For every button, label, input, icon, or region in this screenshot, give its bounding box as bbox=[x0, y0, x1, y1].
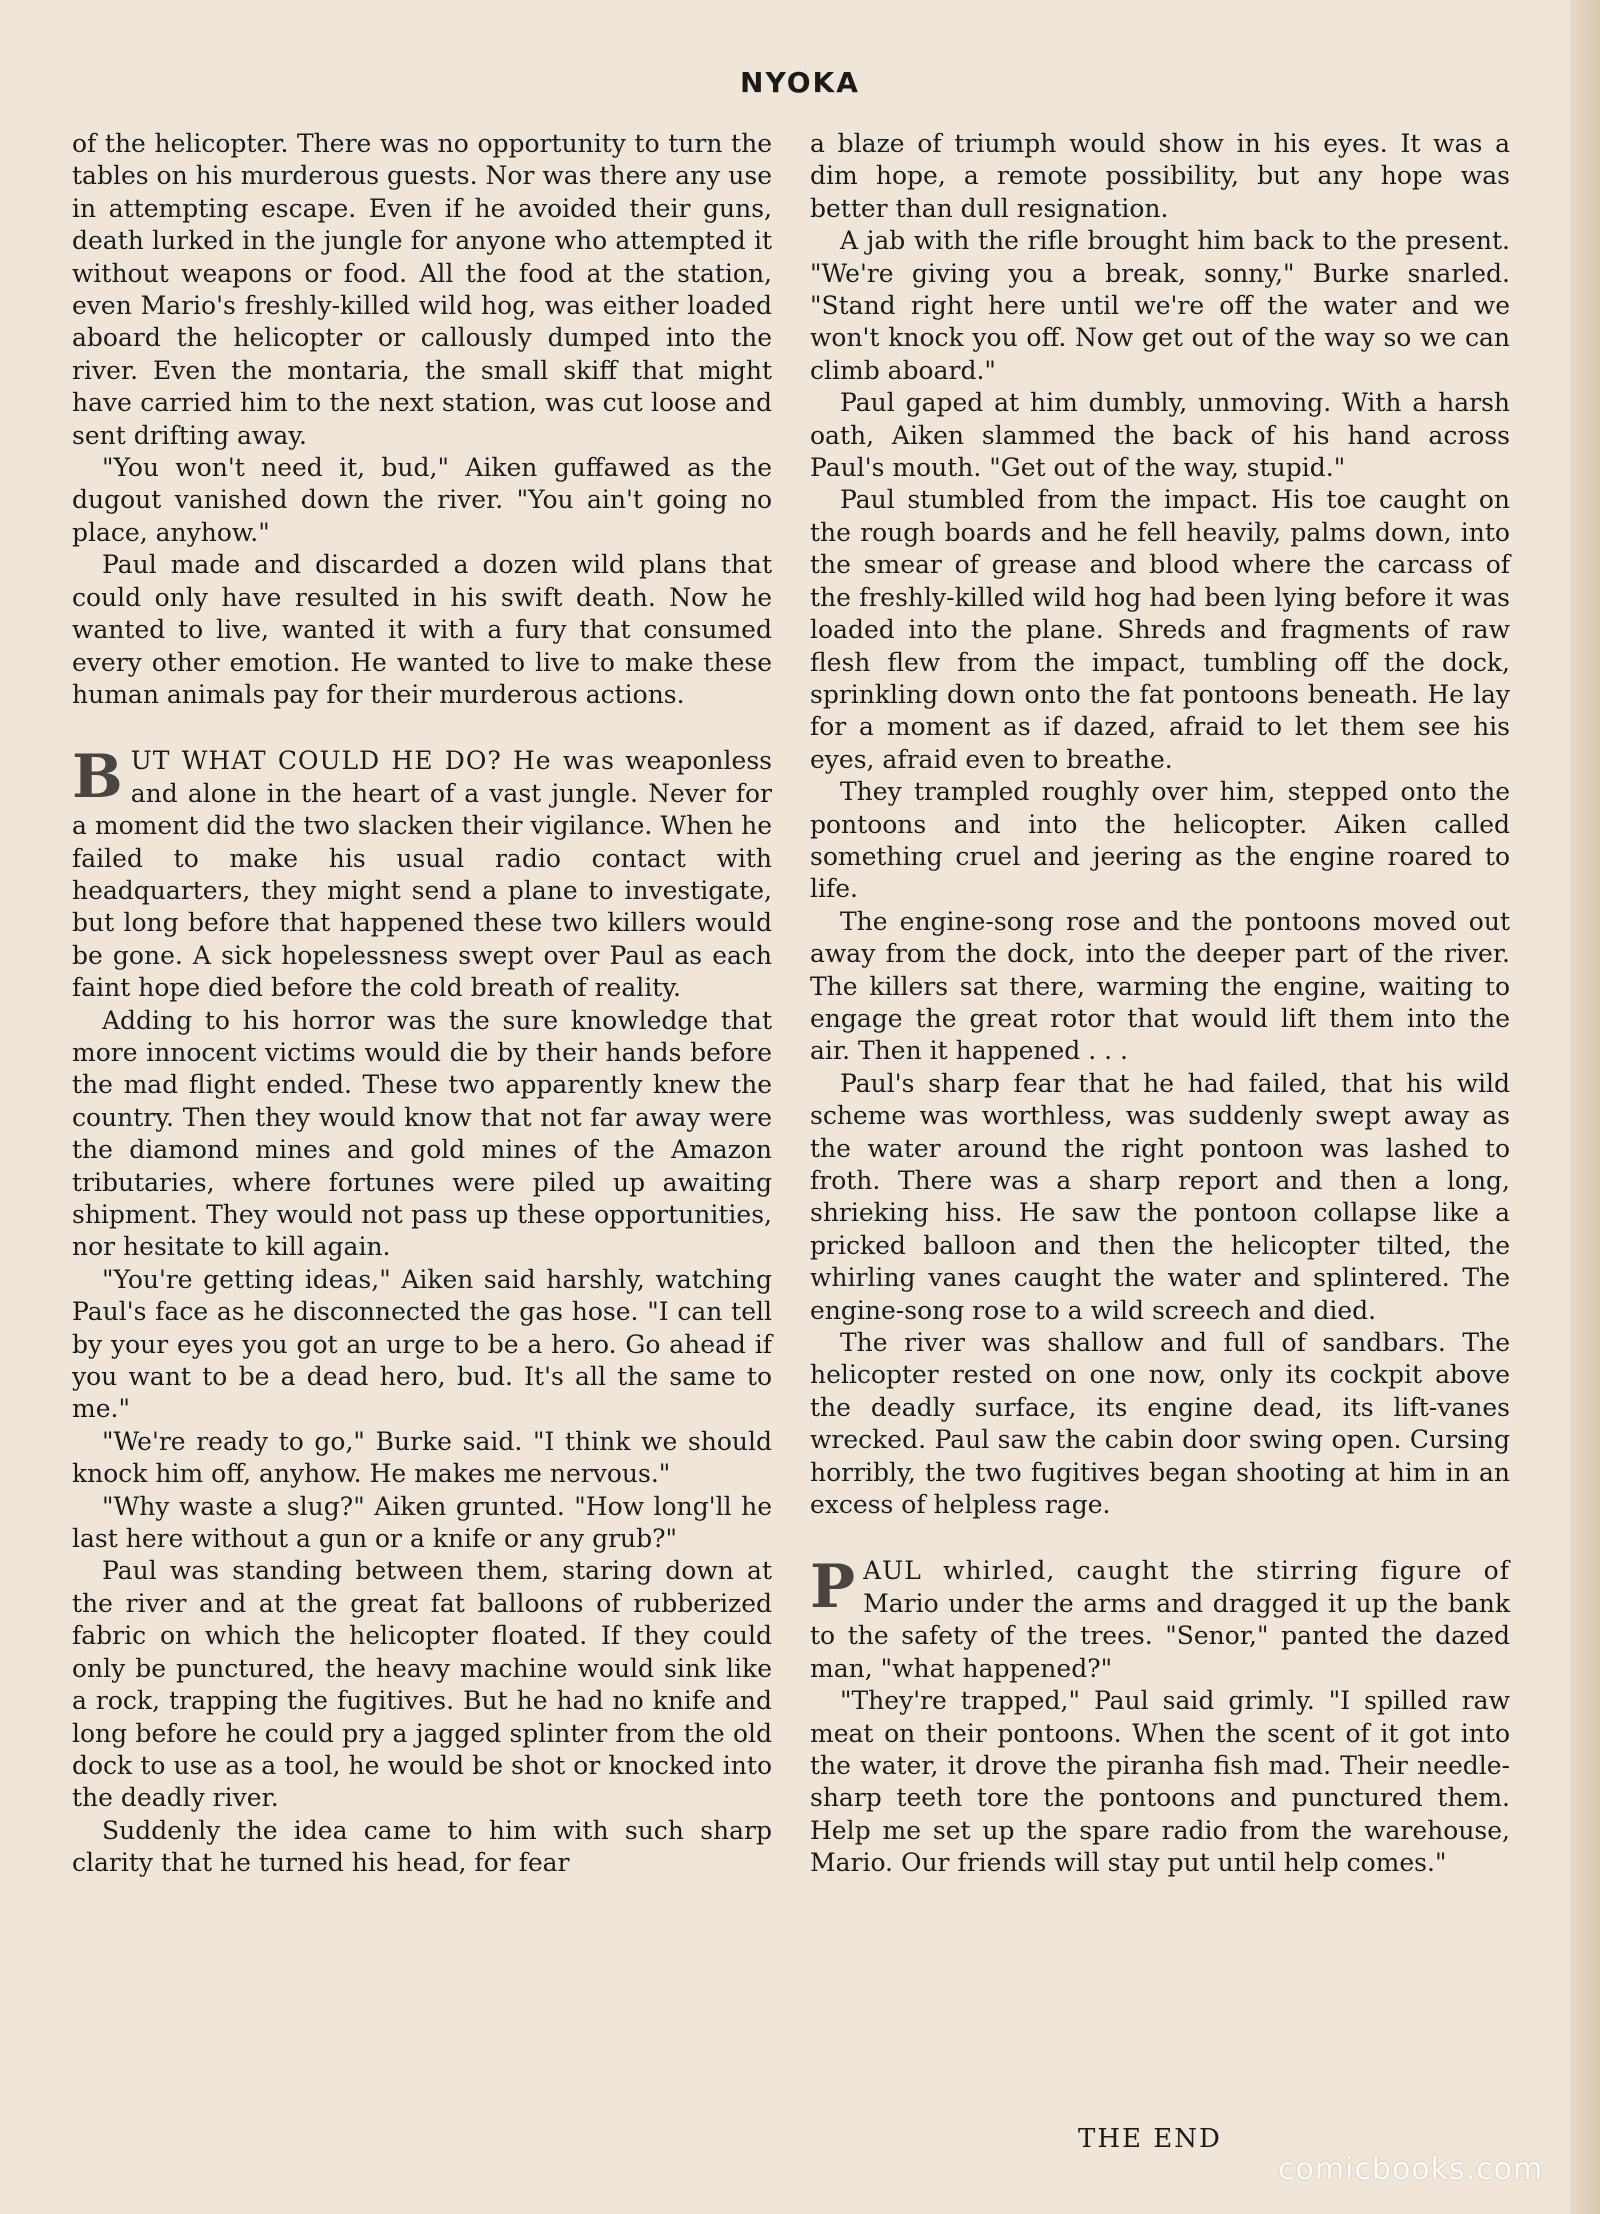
page-edge bbox=[1570, 0, 1600, 2214]
paragraph: "We're ready to go," Burke said. "I think we should knock him off, anyhow. He makes me nervous." bbox=[72, 1426, 772, 1489]
paragraph-text: Mario under the arms and dragged it up the bank to the safety of the trees. "Senor," panted the dazed man, "what happened?" bbox=[810, 1588, 1510, 1683]
the-end-label: THE END bbox=[1078, 2124, 1222, 2154]
drop-cap: P bbox=[810, 1552, 856, 1623]
paragraph: A jab with the rifle brought him back to the present. "We're giving you a break, sonny," Burke snarled. "Stand right here until we're off the water and we won't knock you off. Now get out of the way so we can climb aboard." bbox=[810, 226, 1510, 385]
paragraph: They trampled roughly over him, stepped onto the pontoons and into the helicopter. Aiken called something cruel and jeering as the engine roared to life. bbox=[810, 777, 1510, 904]
right-column bbox=[810, 128, 1510, 1880]
section-paragraph bbox=[72, 742, 772, 1004]
paragraph: The river was shallow and full of sandbars. The helicopter rested on one now, only its cockpit above the deadly surface, its engine dead, its lift-vanes wrecked. Paul saw the cabin door swing open. Cursing horribly, the two fugitives began shooting at him in an excess of helpless rage. bbox=[810, 1328, 1510, 1520]
paragraph: Paul made and discarded a dozen wild plans that could only have resulted in his swift death. Now he wanted to live, wanted it with a fury that consumed every other emotion. He wanted to live to make these human animals pay for their murderous actions. bbox=[72, 550, 772, 709]
page-title: NYOKA bbox=[740, 66, 860, 99]
paragraph: Paul's sharp fear that he had failed, that his wild scheme was worthless, was suddenly swept away as the water around the right pontoon was lashed to froth. There was a sharp report and then a long, shrieking hiss. He saw the pontoon collapse like a pricked balloon and then the helicopter tilted, the whirling vanes caught the water and splintered. The engine-song rose to a wild screech and died. bbox=[810, 1068, 1510, 1325]
left-column bbox=[72, 128, 772, 1880]
paragraph: Paul was standing between them, staring down at the river and at the great fat balloons of rubberized fabric on which the helicopter floated. If they could only be punctured, the heavy machine would sink like a rock, trapping the fugitives. But he had no knife and long before he could pry a jagged splinter from the old dock to use as a tool, he would be shot or knocked into the deadly river. bbox=[72, 1556, 772, 1813]
paragraph: "You're getting ideas," Aiken said harshly, watching Paul's face as he disconnected the gas hose. "I can tell by your eyes you got an urge to be a hero. Go ahead if you want to be a dead hero, bud. It's all the same to me." bbox=[72, 1264, 772, 1424]
paragraph: "Why waste a slug?" Aiken grunted. "How long'll he last here without a gun or a knife or any grub?" bbox=[72, 1491, 772, 1554]
paragraph: Paul gaped at him dumbly, unmoving. With a harsh oath, Aiken slammed the back of his hand across Paul's mouth. "Get out of the way, stupid." bbox=[810, 388, 1510, 483]
section-lead: AUL whirled, caught the stirring figure of bbox=[863, 1556, 1510, 1586]
paragraph: of the helicopter. There was no opportunity to turn the tables on his murderous guests. Nor was there any use in attempting escape. Even if he avoided their guns, death lurked in the jungle for anyone who attempted it without weapons or food. All the food at the station, even Mario's freshly-killed wild hog, was either loaded aboard the helicopter or callously dumped into the river. Even the montaria, the small skiff that might have carried him to the next station, was cut loose and sent drifting away. bbox=[72, 129, 772, 450]
paragraph: a blaze of triumph would show in his eyes. It was a dim hope, a remote possibility, but any hope was better than dull resignation. bbox=[810, 129, 1510, 223]
watermark: comicbooks.com bbox=[1278, 2152, 1544, 2187]
paragraph: "They're trapped," Paul said grimly. "I spilled raw meat on their pontoons. When the scent of it got into the water, it drove the piranha fish mad. Their needle-sharp teeth tore the pontoons and punctured them. Help me set up the spare radio from the warehouse, Mario. Our friends will stay put until help comes." bbox=[810, 1686, 1510, 1878]
drop-cap: B bbox=[72, 742, 123, 813]
section-lead: UT WHAT COULD HE DO? He was bbox=[130, 746, 615, 776]
paragraph: Suddenly the idea came to him with such sharp clarity that he turned his head, for fear bbox=[72, 1815, 772, 1878]
paragraph: Adding to his horror was the sure knowledge that more innocent victims would die by their hands before the mad flight ended. These two apparently knew the country. Then they would know that not far away were the diamond mines and gold mines of the Amazon tributaries, where fortunes were piled up awaiting shipment. They would not pass up these opportunities, nor hesitate to kill again. bbox=[72, 1005, 772, 1262]
section-paragraph bbox=[810, 1552, 1510, 1685]
paragraph-text: weaponless and alone in the heart of a vast jungle. Never for a moment did the two slacken their vigilance. When he failed to make his usual radio contact with headquarters, they might send a plane to investigate, but long before that happened these two killers would be gone. A sick hopelessness swept over Paul as each faint hope died before the cold breath of reality. bbox=[72, 746, 772, 1003]
paragraph: Paul stumbled from the impact. His toe caught on the rough boards and he fell heavily, palms down, into the smear of grease and blood where the carcass of the freshly-killed wild hog had been lying before it was loaded into the plane. Shreds and fragments of raw flesh flew from the impact, tumbling off the dock, sprinkling down onto the fat pontoons beneath. He lay for a moment as if dazed, afraid to let them see his eyes, afraid even to breathe. bbox=[810, 485, 1510, 774]
paragraph: "You won't need it, bud," Aiken guffawed as the dugout vanished down the river. "You ain't going no place, anyhow." bbox=[72, 453, 772, 547]
paragraph: The engine-song rose and the pontoons moved out away from the dock, into the deeper part of the river. The killers sat there, warming the engine, waiting to engage the great rotor that would lift them into the air. Then it happened . . . bbox=[810, 906, 1510, 1066]
